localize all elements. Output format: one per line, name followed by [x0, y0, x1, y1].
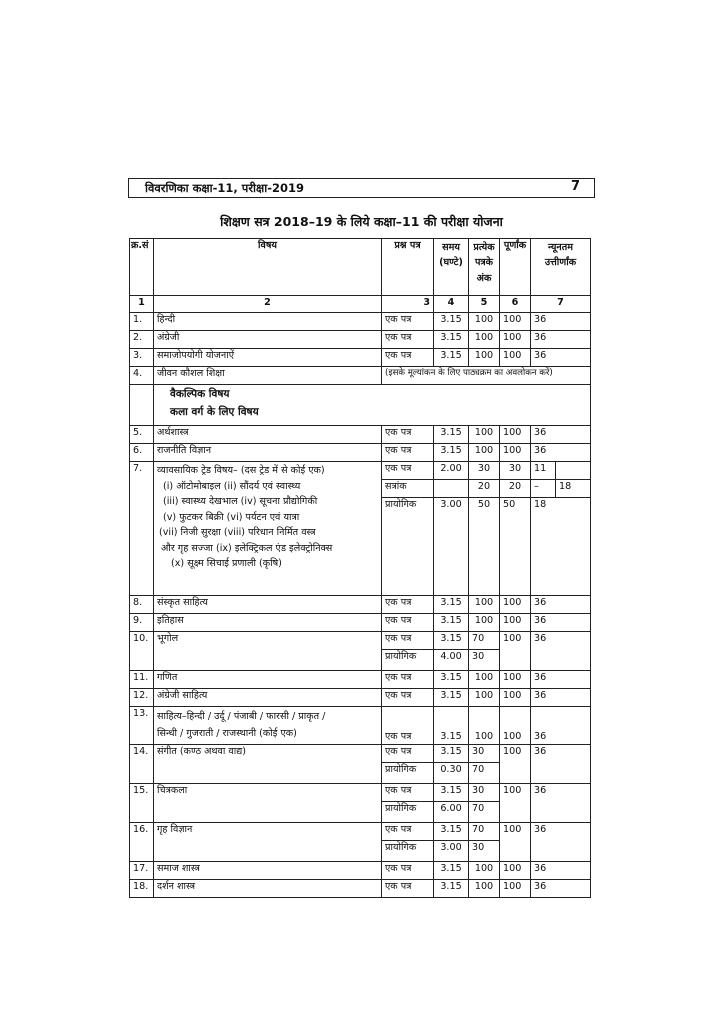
row-time: 3.15 — [434, 426, 469, 444]
row-time: 3.15 — [434, 313, 469, 331]
table-row — [130, 426, 591, 444]
col-number: 5 — [469, 296, 500, 313]
row-total: 100 — [500, 822, 531, 861]
table-row — [130, 614, 591, 632]
row-sn: 14. — [130, 744, 154, 783]
row-subject: अर्थशास्त्र — [154, 426, 382, 444]
table-row — [130, 861, 591, 879]
section-heading-line2: कला वर्ग के लिए विषय — [170, 405, 259, 418]
row-marks: 50 — [469, 498, 500, 596]
row-min: 36 — [531, 783, 591, 822]
row-total: 100 — [500, 313, 531, 331]
table-row — [130, 822, 591, 840]
col-header-marks-2: पत्रके — [474, 257, 494, 269]
row-marks: 30 — [469, 783, 500, 801]
col-header-marks-3: अंक — [476, 272, 492, 284]
row-note: (इसके मूल्यांकन के लिए पाठ्यक्रम का अवलोकन करें) — [382, 367, 591, 385]
row-time: 3.15 — [434, 783, 469, 801]
row-total: 100 — [500, 783, 531, 822]
row-time: 3.15 — [434, 632, 469, 650]
row-subject: गृह विज्ञान — [154, 822, 382, 861]
row-min: 36 — [531, 861, 591, 879]
row-marks: 100 — [469, 689, 500, 707]
row-subject: समाजोपयोगी योजनाऐं — [154, 349, 382, 367]
row-time: 3.15 — [434, 879, 469, 897]
col-number: 6 — [500, 296, 531, 313]
row-total: 100 — [500, 444, 531, 462]
table-row — [130, 879, 591, 897]
row-subject: समाज शास्त्र — [154, 861, 382, 879]
row-subject: राजनीति विज्ञान — [154, 444, 382, 462]
row-marks: 30 — [469, 840, 500, 861]
row-total: 100 — [500, 671, 531, 689]
row-paper: एक पत्र — [382, 632, 434, 650]
column-number-row — [130, 296, 591, 313]
row-paper: एक पत्र — [382, 614, 434, 632]
row-sn: 11. — [130, 671, 154, 689]
section-heading-line1: वैकल्पिक विषय — [170, 388, 230, 400]
table-row — [130, 689, 591, 707]
row-marks: 30 — [469, 462, 500, 480]
row-marks: 100 — [469, 596, 500, 614]
row-sn: 4. — [130, 367, 154, 385]
row-marks: 70 — [469, 822, 500, 840]
header-title: विवरणिका कक्षा-11, परीक्षा-2019 — [145, 181, 304, 195]
col-number: 1 — [130, 296, 154, 313]
vocational-line: व्यावसायिक ट्रेड विषय– (दस ट्रेड में से कोई एक) — [157, 465, 325, 476]
row-time: 0.30 — [434, 762, 469, 783]
row-time: 3.15 — [434, 707, 469, 745]
row-min: 36 — [531, 671, 591, 689]
row-min: 18 — [531, 498, 591, 596]
row-marks: 30 — [469, 650, 500, 671]
row-paper: प्रायोगिक — [382, 762, 434, 783]
col-header-min — [531, 239, 591, 296]
row-min-combined — [531, 462, 591, 480]
vocational-subject — [154, 462, 382, 596]
row-subject: इतिहास — [154, 614, 382, 632]
row-subject: भूगोल — [154, 632, 382, 671]
row-sn: 9. — [130, 614, 154, 632]
row-marks: 100 — [469, 444, 500, 462]
row-sn: 8. — [130, 596, 154, 614]
table-row — [130, 707, 591, 745]
document-title: शिक्षण सत्र 2018–19 के लिये कक्षा–11 की परीक्षा योजना — [220, 214, 503, 229]
row-marks: 20 — [469, 480, 500, 498]
row-marks: 100 — [469, 349, 500, 367]
row-paper: एक पत्र — [382, 671, 434, 689]
row-total: 30 — [500, 462, 531, 480]
vocational-line: (x) सूक्ष्म सिचाई प्रणाली (कृषि) — [171, 558, 282, 570]
row-total: 100 — [500, 861, 531, 879]
row-marks: 100 — [469, 331, 500, 349]
row-paper: एक पत्र — [382, 822, 434, 840]
vocational-line: (vii) निजी सुरक्षा (viii) परिधान निर्मित वस्त्र — [159, 527, 316, 539]
row-sn: 3. — [130, 349, 154, 367]
row-total: 100 — [500, 349, 531, 367]
table-row — [130, 349, 591, 367]
table-row — [130, 744, 591, 762]
row-min: 36 — [531, 426, 591, 444]
row-marks: 100 — [469, 707, 500, 745]
row-marks: 70 — [469, 632, 500, 650]
sahitya-line: साहित्य–हिन्दी / उर्दू / पंजाबी / फारसी / प्राकृत / — [157, 711, 326, 722]
table-row — [130, 671, 591, 689]
row-marks: 100 — [469, 671, 500, 689]
row-paper: एक पत्र — [382, 426, 434, 444]
table-row — [130, 331, 591, 349]
row-min: 36 — [531, 632, 591, 671]
row-paper: प्रायोगिक — [382, 498, 434, 596]
table-row — [130, 444, 591, 462]
row-min: 36 — [531, 444, 591, 462]
row-sn: 2. — [130, 331, 154, 349]
row-paper: एक पत्र — [382, 444, 434, 462]
row-sn: 13. — [130, 707, 154, 745]
table-header-row — [130, 239, 591, 296]
row-marks: 30 — [469, 744, 500, 762]
row-total: 20 — [500, 480, 531, 498]
row-sn: 1. — [130, 313, 154, 331]
row-marks: 70 — [469, 801, 500, 822]
row-marks: 100 — [469, 426, 500, 444]
row-min: 36 — [531, 689, 591, 707]
row-sn: 5. — [130, 426, 154, 444]
row-min: 36 — [531, 744, 591, 783]
col-header-total: पूर्णांक — [500, 239, 531, 296]
row-sn: 17. — [130, 861, 154, 879]
row-total: 100 — [500, 707, 531, 745]
row-time: 3.15 — [434, 349, 469, 367]
row-min-total: 18 — [559, 481, 572, 492]
table-row — [130, 367, 591, 385]
col-header-min-2: उत्तीर्णांक — [544, 257, 577, 269]
row-total: 50 — [500, 498, 531, 596]
row-time: 3.15 — [434, 861, 469, 879]
row-time: 3.15 — [434, 822, 469, 840]
row-paper: एक पत्र — [382, 689, 434, 707]
row-time: 2.00 — [434, 462, 469, 480]
row-time: 3.15 — [434, 331, 469, 349]
row-min: 36 — [531, 331, 591, 349]
row-sn: 16. — [130, 822, 154, 861]
table-row — [130, 632, 591, 650]
row-subject: संगीत (कण्ठ अथवा वाद्य) — [154, 744, 382, 783]
row-subject: चित्रकला — [154, 783, 382, 822]
row-subject: हिन्दी — [154, 313, 382, 331]
row-time: 4.00 — [434, 650, 469, 671]
row-total: 100 — [500, 632, 531, 671]
row-marks: 70 — [469, 762, 500, 783]
row-sn: 10. — [130, 632, 154, 671]
sahitya-subject — [154, 707, 382, 745]
vocational-line: (iii) स्वास्थ्य देखभाल (iv) सूचना प्रौद्योगिकी — [163, 496, 318, 508]
table-row — [130, 596, 591, 614]
row-min: 36 — [531, 313, 591, 331]
row-subject: जीवन कौशल शिक्षा — [154, 367, 382, 385]
col-header-time-1: समय — [442, 242, 460, 253]
row-min: 36 — [531, 614, 591, 632]
table-row — [130, 783, 591, 801]
row-paper: एक पत्र — [382, 462, 434, 480]
row-time: 3.15 — [434, 671, 469, 689]
row-min: 36 — [531, 596, 591, 614]
row-sn: 12. — [130, 689, 154, 707]
vocational-line: (i) ऑटोमोबाइल (ii) सौंदर्य एवं स्वास्थ्य — [163, 480, 301, 492]
row-min: 36 — [531, 349, 591, 367]
col-header-min-1: न्यूनतम — [548, 242, 573, 253]
row-min: 36 — [531, 707, 591, 745]
row-sn: 7. — [130, 462, 154, 596]
page-number: 7 — [570, 179, 580, 194]
row-paper: प्रायोगिक — [382, 840, 434, 861]
row-time: 3.15 — [434, 444, 469, 462]
row-marks: 100 — [469, 614, 500, 632]
col-header-marks — [469, 239, 500, 296]
row-subject: दर्शन शास्त्र — [154, 879, 382, 897]
row-marks: 100 — [469, 879, 500, 897]
row-total: 100 — [500, 689, 531, 707]
row-sn: 6. — [130, 444, 154, 462]
row-paper: प्रायोगिक — [382, 801, 434, 822]
row-time: 3.00 — [434, 840, 469, 861]
row-time: 3.15 — [434, 596, 469, 614]
row-min: 36 — [531, 822, 591, 861]
row-paper: एक पत्र — [382, 313, 434, 331]
row-paper: एक पत्र — [382, 783, 434, 801]
row-min: – — [531, 480, 556, 497]
row-total: 100 — [500, 596, 531, 614]
table-row — [130, 313, 591, 331]
row-min-combined — [531, 480, 591, 498]
col-number: 2 — [154, 296, 382, 313]
row-subject: अंग्रेजी साहित्य — [154, 689, 382, 707]
page-header — [128, 178, 595, 198]
row-paper: सत्रांक — [382, 480, 434, 498]
row-time: 3.15 — [434, 689, 469, 707]
col-number: 7 — [531, 296, 591, 313]
row-paper: एक पत्र — [382, 744, 434, 762]
row-paper: एक पत्र — [382, 879, 434, 897]
row-time: 3.15 — [434, 744, 469, 762]
table-row-vocational — [130, 462, 591, 480]
vocational-line: (v) फुटकर बिक्री (vi) पर्यटन एवं यात्रा — [163, 511, 300, 523]
row-min: 36 — [531, 879, 591, 897]
sahitya-line: सिन्धी / गुजराती / राजस्थानी (कोई एक) — [157, 728, 297, 740]
row-paper: प्रायोगिक — [382, 650, 434, 671]
row-total: 100 — [500, 879, 531, 897]
row-time: 3.15 — [434, 614, 469, 632]
section-heading-row — [130, 385, 591, 426]
row-subject: संस्कृत साहित्य — [154, 596, 382, 614]
col-number: 4 — [434, 296, 469, 313]
row-total: 100 — [500, 744, 531, 783]
row-total: 100 — [500, 426, 531, 444]
row-paper: एक पत्र — [382, 707, 434, 745]
row-subject: अंग्रेजी — [154, 331, 382, 349]
col-number: 3 — [382, 296, 434, 313]
row-subject: गणित — [154, 671, 382, 689]
row-total: 100 — [500, 614, 531, 632]
row-total: 100 — [500, 331, 531, 349]
row-time: 3.00 — [434, 498, 469, 596]
col-header-time-2: (घण्टे) — [439, 257, 463, 269]
row-paper: एक पत्र — [382, 331, 434, 349]
row-sn: 18. — [130, 879, 154, 897]
row-min: 11 — [531, 462, 556, 479]
row-paper: एक पत्र — [382, 861, 434, 879]
col-header-marks-1: प्रत्येक — [473, 242, 495, 253]
row-sn: 15. — [130, 783, 154, 822]
row-paper: एक पत्र — [382, 596, 434, 614]
row-time: 6.00 — [434, 801, 469, 822]
exam-scheme-table — [129, 238, 591, 898]
row-marks: 100 — [469, 861, 500, 879]
section-heading — [154, 385, 591, 426]
col-header-time — [434, 239, 469, 296]
col-header-subject: विषय — [154, 239, 382, 296]
row-marks: 100 — [469, 313, 500, 331]
col-header-paper: प्रश्न पत्र — [382, 239, 434, 296]
vocational-line: और गृह सज्जा (ix) इलेक्ट्रिकल एंड इलेक्ट्रोनिक्स — [161, 542, 333, 554]
col-header-sn: क्र.सं — [130, 239, 154, 296]
row-paper: एक पत्र — [382, 349, 434, 367]
